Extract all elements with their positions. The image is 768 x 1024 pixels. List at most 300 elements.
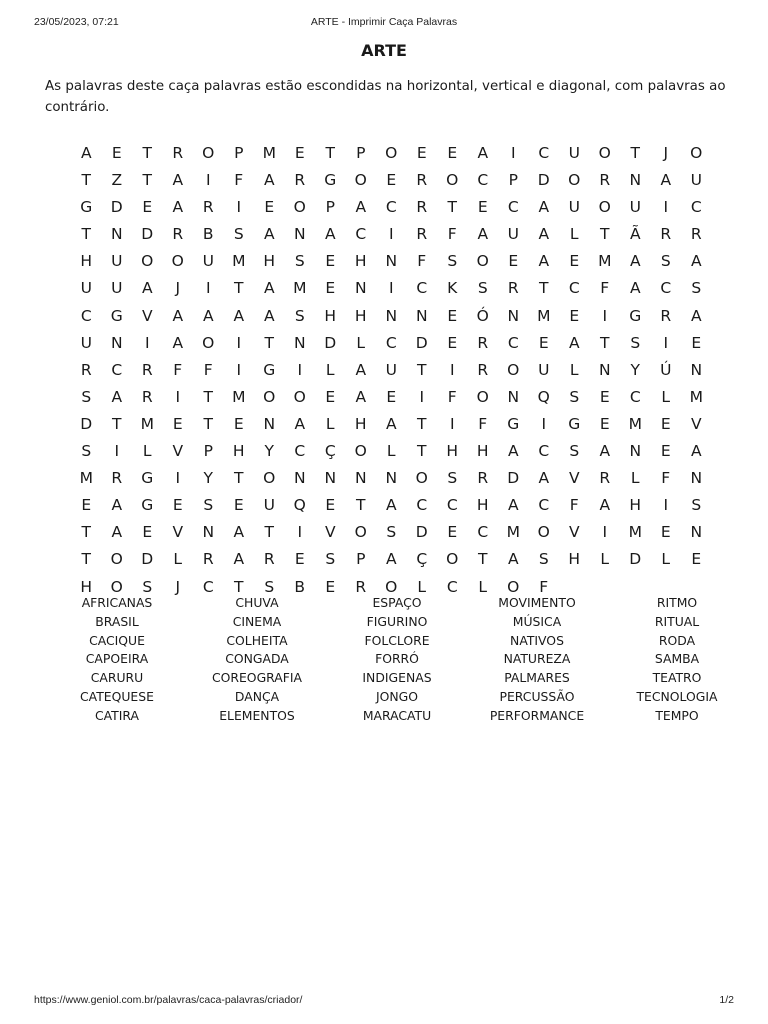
- grid-letter: O: [690, 144, 703, 162]
- grid-letter: M: [232, 387, 246, 406]
- grid-letter: E: [325, 252, 336, 271]
- grid-letter: G: [263, 360, 276, 379]
- grid-letter: R: [355, 577, 367, 596]
- print-header: [34, 16, 734, 30]
- grid-letter: V: [172, 442, 184, 461]
- grid-letter: M: [598, 252, 612, 271]
- grid-letter: O: [293, 387, 306, 406]
- grid-letter: E: [325, 577, 336, 596]
- grid-letter: H: [354, 414, 367, 433]
- grid-letter: V: [568, 469, 580, 488]
- word-search-grid: [71, 140, 712, 601]
- grid-letter: E: [386, 387, 397, 406]
- grid-letter: A: [385, 550, 397, 569]
- grid-letter: J: [175, 577, 181, 596]
- grid-letter: I: [388, 225, 394, 244]
- grid-letter: O: [354, 523, 367, 542]
- grid-letter: D: [80, 414, 93, 433]
- grid-letter: O: [202, 333, 215, 352]
- grid-letter: S: [203, 496, 214, 515]
- grid-letter: S: [569, 442, 580, 461]
- grid-letter: D: [141, 225, 154, 244]
- grid-letter: G: [80, 198, 93, 217]
- grid-letter: A: [263, 306, 275, 325]
- grid-letter: U: [202, 252, 214, 271]
- word-list-item: TEATRO: [652, 670, 702, 686]
- grid-letter: I: [175, 387, 181, 406]
- grid-letter: M: [262, 144, 276, 162]
- grid-letter: S: [447, 469, 458, 488]
- grid-letter: U: [385, 360, 397, 379]
- grid-letter: V: [690, 414, 702, 433]
- grid-letter: F: [173, 360, 183, 379]
- grid-letter: C: [538, 144, 550, 162]
- grid-letter: C: [446, 577, 458, 596]
- grid-letter: E: [477, 198, 488, 217]
- grid-letter: T: [264, 333, 274, 352]
- word-list-item: RODA: [658, 632, 696, 648]
- grid-letter: A: [111, 496, 123, 515]
- grid-letter: E: [660, 523, 671, 542]
- print-date: 23/05/2023, 07:21: [34, 16, 119, 28]
- grid-letter: K: [447, 279, 458, 298]
- grid-letter: A: [263, 225, 275, 244]
- grid-letter: R: [660, 225, 672, 244]
- grid-letter: I: [144, 333, 150, 352]
- grid-letter: S: [264, 577, 275, 596]
- grid-letter: I: [419, 387, 425, 406]
- grid-letter: O: [171, 252, 184, 271]
- grid-letter: T: [81, 523, 91, 542]
- grid-letter: M: [232, 252, 246, 271]
- grid-letter: T: [81, 171, 91, 190]
- grid-letter: C: [446, 496, 458, 515]
- grid-letter: R: [80, 360, 92, 379]
- grid-letter: N: [385, 469, 398, 488]
- grid-letter: E: [142, 523, 153, 542]
- grid-letter: V: [172, 523, 184, 542]
- grid-letter: S: [81, 442, 92, 461]
- grid-letter: E: [325, 496, 336, 515]
- grid-letter: A: [172, 333, 184, 352]
- grid-letter: U: [629, 198, 641, 217]
- grid-letter: R: [141, 387, 153, 406]
- grid-letter: H: [568, 550, 581, 569]
- grid-letter: E: [660, 442, 671, 461]
- grid-letter: M: [628, 414, 642, 433]
- grid-letter: S: [660, 252, 671, 271]
- grid-letter: Ç: [416, 550, 428, 569]
- grid-letter: E: [508, 252, 519, 271]
- grid-letter: T: [539, 279, 549, 298]
- grid-letter: L: [600, 550, 610, 569]
- word-list-item: MÚSICA: [512, 613, 562, 629]
- grid-letter: A: [172, 306, 184, 325]
- grid-letter: G: [324, 171, 337, 190]
- grid-letter: O: [354, 171, 367, 190]
- grid-letter: O: [537, 523, 550, 542]
- grid-letter: O: [202, 144, 215, 162]
- grid-letter: F: [417, 252, 427, 271]
- word-list-item: RITMO: [656, 595, 698, 610]
- grid-letter: F: [234, 171, 244, 190]
- grid-letter: L: [569, 225, 579, 244]
- word-list-item: BRASIL: [95, 613, 139, 629]
- grid-letter: I: [388, 279, 394, 298]
- grid-letter: J: [663, 144, 669, 162]
- grid-letter: N: [598, 360, 611, 379]
- grid-letter: A: [538, 252, 550, 271]
- grid-letter: U: [538, 360, 550, 379]
- grid-letter: L: [630, 469, 640, 488]
- grid-letter: S: [233, 225, 244, 244]
- grid-letter: A: [477, 144, 489, 162]
- grid-letter: O: [507, 577, 520, 596]
- grid-letter: L: [417, 577, 427, 596]
- grid-letter: C: [568, 279, 580, 298]
- grid-letter: F: [661, 469, 671, 488]
- grid-letter: V: [141, 306, 153, 325]
- grid-letter: A: [538, 225, 550, 244]
- grid-letter: D: [415, 333, 428, 352]
- grid-letter: E: [660, 414, 671, 433]
- grid-letter: S: [142, 577, 153, 596]
- word-list-item: PERCUSSÃO: [499, 688, 575, 704]
- grid-letter: O: [293, 198, 306, 217]
- grid-letter: E: [569, 252, 580, 271]
- print-url: https://www.geniol.com.br/palavras/caca-palavras/criador/: [34, 994, 303, 1006]
- grid-letter: N: [629, 171, 642, 190]
- grid-letter: T: [112, 414, 122, 433]
- grid-letter: E: [325, 387, 336, 406]
- grid-letter: E: [447, 523, 458, 542]
- grid-letter: O: [263, 387, 276, 406]
- grid-letter: N: [293, 225, 306, 244]
- word-list-item: NATIVOS: [510, 632, 564, 648]
- grid-letter: C: [538, 496, 550, 515]
- word-list-item: COREOGRAFIA: [211, 670, 303, 686]
- grid-letter: A: [568, 333, 580, 352]
- document-title: ARTE: [361, 41, 407, 60]
- grid-letter: A: [202, 306, 214, 325]
- grid-letter: I: [663, 496, 669, 515]
- grid-letter: T: [81, 550, 91, 569]
- grid-letter: R: [111, 469, 123, 488]
- grid-letter: R: [263, 550, 275, 569]
- print-page-title: ARTE - Imprimir Caça Palavras: [310, 16, 458, 28]
- grid-letter: H: [232, 442, 245, 461]
- grid-letter: E: [142, 198, 153, 217]
- grid-letter: A: [141, 279, 153, 298]
- grid-letter: O: [598, 144, 611, 162]
- grid-letter: E: [264, 198, 275, 217]
- grid-letter: S: [691, 279, 702, 298]
- grid-letter: N: [415, 306, 428, 325]
- grid-letter: N: [385, 252, 398, 271]
- grid-letter: R: [477, 360, 489, 379]
- grid-letter: C: [629, 387, 641, 406]
- grid-letter: Ú: [660, 360, 672, 379]
- grid-letter: P: [508, 171, 518, 190]
- grid-letter: T: [447, 198, 457, 217]
- grid-letter: O: [354, 442, 367, 461]
- grid-letter: H: [263, 252, 276, 271]
- grid-letter: T: [234, 279, 244, 298]
- grid-letter: P: [203, 442, 213, 461]
- grid-letter: Ç: [324, 442, 336, 461]
- grid-letter: O: [507, 360, 520, 379]
- grid-letter: A: [233, 306, 245, 325]
- grid-letter: H: [80, 252, 93, 271]
- grid-letter: P: [234, 144, 244, 162]
- grid-letter: C: [385, 198, 397, 217]
- grid-letter: T: [630, 144, 640, 162]
- grid-letter: H: [476, 496, 489, 515]
- grid-letter: I: [205, 279, 211, 298]
- grid-letter: F: [447, 387, 457, 406]
- grid-letter: A: [477, 225, 489, 244]
- grid-letter: O: [110, 577, 123, 596]
- grid-letter: S: [294, 252, 305, 271]
- grid-letter: L: [661, 387, 671, 406]
- grid-letter: G: [507, 414, 520, 433]
- grid-letter: M: [506, 523, 520, 542]
- grid-letter: P: [325, 198, 335, 217]
- grid-letter: A: [507, 496, 519, 515]
- grid-letter: D: [141, 550, 154, 569]
- grid-letter: T: [600, 333, 610, 352]
- grid-letter: A: [629, 279, 641, 298]
- grid-letter: T: [356, 496, 366, 515]
- grid-letter: T: [203, 387, 213, 406]
- grid-letter: N: [507, 387, 520, 406]
- grid-letter: U: [568, 198, 580, 217]
- grid-letter: G: [629, 306, 642, 325]
- grid-letter: N: [110, 225, 123, 244]
- grid-letter: R: [172, 144, 184, 162]
- grid-letter: I: [449, 360, 455, 379]
- grid-letter: N: [690, 360, 703, 379]
- grid-letter: F: [569, 496, 579, 515]
- grid-letter: N: [507, 306, 520, 325]
- grid-letter: A: [629, 252, 641, 271]
- grid-letter: I: [449, 414, 455, 433]
- grid-letter: A: [385, 414, 397, 433]
- grid-letter: P: [356, 550, 366, 569]
- grid-letter: C: [507, 198, 519, 217]
- grid-letter: N: [293, 469, 306, 488]
- grid-letter: R: [416, 225, 428, 244]
- grid-letter: T: [234, 577, 244, 596]
- grid-letter: A: [538, 198, 550, 217]
- grid-letter: R: [416, 171, 428, 190]
- grid-letter: E: [325, 279, 336, 298]
- print-footer: [34, 994, 734, 1008]
- grid-letter: I: [236, 360, 242, 379]
- grid-letter: S: [325, 550, 336, 569]
- grid-letter: I: [510, 144, 516, 162]
- grid-letter: A: [80, 144, 92, 162]
- grid-letter: N: [354, 469, 367, 488]
- grid-letter: O: [446, 550, 459, 569]
- grid-letter: A: [172, 198, 184, 217]
- grid-letter: G: [568, 414, 581, 433]
- grid-letter: A: [233, 550, 245, 569]
- grid-letter: R: [416, 198, 428, 217]
- word-list-item: ELEMENTOS: [219, 707, 295, 723]
- grid-letter: M: [689, 387, 703, 406]
- instructions-text: As palavras deste caça palavras estão escondidas na horizontal, vertical e diagonal, com palavras ao contrário.: [45, 79, 726, 115]
- grid-letter: V: [324, 523, 336, 542]
- grid-letter: R: [202, 198, 214, 217]
- grid-letter: J: [175, 279, 181, 298]
- grid-letter: H: [324, 306, 337, 325]
- grid-letter: F: [600, 279, 610, 298]
- grid-letter: R: [507, 279, 519, 298]
- grid-letter: R: [690, 225, 702, 244]
- word-list-column: [327, 594, 467, 726]
- grid-letter: Ó: [476, 306, 489, 325]
- grid-letter: E: [691, 550, 702, 569]
- grid-letter: S: [386, 523, 397, 542]
- grid-letter: O: [141, 252, 154, 271]
- grid-letter: Y: [264, 442, 274, 461]
- grid-letter: S: [691, 496, 702, 515]
- grid-letter: L: [325, 360, 335, 379]
- grid-letter: C: [355, 225, 367, 244]
- grid-letter: S: [477, 279, 488, 298]
- grid-letter: C: [477, 171, 489, 190]
- grid-letter: R: [477, 469, 489, 488]
- grid-letter: A: [111, 523, 123, 542]
- grid-letter: O: [598, 198, 611, 217]
- grid-letter: U: [568, 144, 580, 162]
- grid-letter: U: [507, 225, 519, 244]
- grid-letter: A: [507, 550, 519, 569]
- grid-letter: E: [538, 333, 549, 352]
- grid-letter: G: [141, 469, 154, 488]
- grid-letter: I: [297, 360, 303, 379]
- grid-letter: M: [79, 469, 93, 488]
- grid-letter: I: [236, 198, 242, 217]
- grid-letter: I: [602, 306, 608, 325]
- grid-letter: A: [263, 171, 275, 190]
- grid-letter: A: [690, 442, 702, 461]
- word-list-item: FIGURINO: [366, 613, 428, 629]
- grid-letter: E: [172, 496, 183, 515]
- grid-letter: N: [690, 523, 703, 542]
- grid-letter: H: [629, 496, 642, 515]
- grid-letter: E: [569, 306, 580, 325]
- grid-letter: C: [477, 523, 489, 542]
- grid-letter: B: [294, 577, 306, 596]
- grid-letter: E: [111, 144, 122, 162]
- grid-letter: M: [628, 523, 642, 542]
- grid-letter: I: [297, 523, 303, 542]
- word-list-item: PERFORMANCE: [489, 707, 585, 723]
- word-list-column: [467, 594, 607, 726]
- grid-letter: I: [236, 333, 242, 352]
- grid-letter: P: [356, 144, 366, 162]
- grid-letter: R: [599, 171, 611, 190]
- word-list-item: FOLCLORE: [364, 632, 430, 648]
- grid-letter: A: [385, 496, 397, 515]
- grid-letter: D: [507, 469, 520, 488]
- grid-letter: N: [354, 279, 367, 298]
- grid-letter: L: [569, 360, 579, 379]
- grid-letter: E: [599, 387, 610, 406]
- grid-letter: L: [142, 442, 152, 461]
- grid-letter: L: [661, 550, 671, 569]
- grid-letter: F: [539, 577, 549, 596]
- grid-letter: Q: [293, 496, 306, 515]
- grid-letter: A: [324, 225, 336, 244]
- grid-letter: V: [568, 523, 580, 542]
- grid-letter: U: [263, 496, 275, 515]
- grid-letter: M: [293, 279, 307, 298]
- grid-letter: N: [110, 333, 123, 352]
- grid-letter: C: [385, 333, 397, 352]
- word-list-item: FORRÓ: [375, 651, 419, 667]
- grid-letter: I: [205, 171, 211, 190]
- grid-letter: S: [538, 550, 549, 569]
- word-list-item: MOVIMENTO: [498, 595, 576, 610]
- word-list-item: INDIGENAS: [362, 670, 432, 686]
- grid-letter: L: [478, 577, 488, 596]
- grid-letter: E: [447, 333, 458, 352]
- grid-letter: T: [325, 144, 335, 162]
- grid-letter: O: [476, 387, 489, 406]
- grid-letter: E: [416, 144, 427, 162]
- word-list-item: CACIQUE: [89, 632, 145, 648]
- grid-letter: O: [476, 252, 489, 271]
- word-list: [47, 594, 747, 726]
- grid-letter: N: [385, 306, 398, 325]
- word-list-item: CONGADA: [225, 651, 289, 667]
- grid-letter: R: [202, 550, 214, 569]
- grid-letter: H: [476, 442, 489, 461]
- grid-letter: F: [478, 414, 488, 433]
- grid-letter: R: [141, 360, 153, 379]
- grid-letter: A: [172, 171, 184, 190]
- grid-letter: I: [541, 414, 547, 433]
- grid-letter: R: [599, 469, 611, 488]
- grid-letter: S: [294, 306, 305, 325]
- grid-letter: O: [385, 577, 398, 596]
- grid-letter: S: [81, 387, 92, 406]
- word-list-item: CHUVA: [235, 595, 279, 610]
- grid-letter: C: [80, 306, 92, 325]
- grid-letter: U: [690, 171, 702, 190]
- word-list-item: CATIRA: [95, 707, 139, 723]
- grid-letter: A: [690, 252, 702, 271]
- word-list-item: CINEMA: [232, 613, 282, 629]
- grid-letter: D: [324, 333, 337, 352]
- grid-letter: T: [234, 469, 244, 488]
- grid-letter: U: [111, 279, 123, 298]
- grid-letter: E: [447, 144, 458, 162]
- grid-letter: N: [690, 469, 703, 488]
- grid-letter: E: [233, 496, 244, 515]
- grid-letter: I: [602, 523, 608, 542]
- grid-letter: F: [203, 360, 213, 379]
- grid-letter: O: [385, 144, 398, 162]
- grid-letter: I: [663, 333, 669, 352]
- grid-letter: A: [263, 279, 275, 298]
- grid-letter: O: [568, 171, 581, 190]
- grid-letter: L: [173, 550, 183, 569]
- grid-letter: Ã: [629, 225, 641, 244]
